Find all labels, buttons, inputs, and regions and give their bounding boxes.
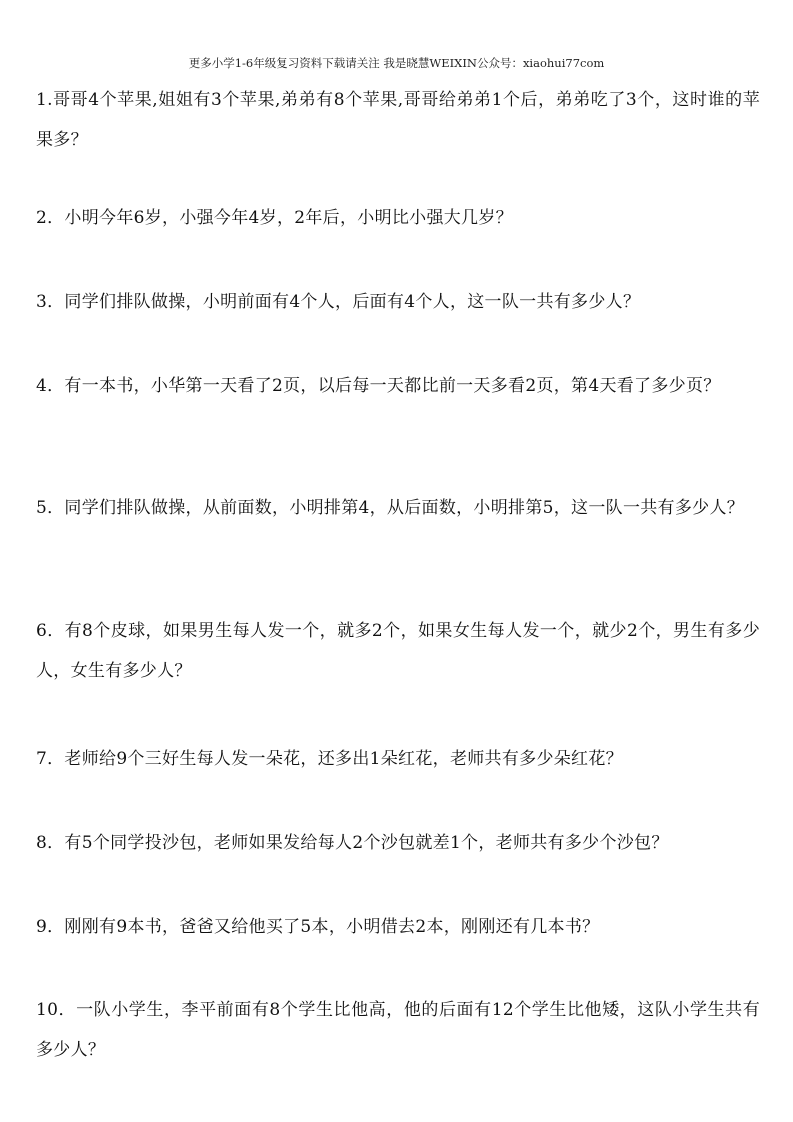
- page-header: 更多小学1-6年级复习资料下载请关注 我是晓慧WEIXIN公众号：xiaohui77com: [188, 56, 605, 70]
- problem-1: 1.哥哥4个苹果,姐姐有3个苹果,弟弟有8个苹果,哥哥给弟弟1个后，弟弟吃了3个，这时谁的苹果多？: [36, 90, 760, 150]
- problem-5: 5．同学们排队做操，从前面数，小明排第4，从后面数，小明排第5，这一队一共有多少人？: [36, 498, 745, 518]
- problem-4: 4．有一本书，小华第一天看了2页，以后每一天都比前一天多看2页，第4天看了多少页？: [36, 376, 721, 396]
- problem-8: 8．有5个同学投沙包，老师如果发给每人2个沙包就差1个，老师共有多少个沙包？: [36, 833, 669, 853]
- problem-3: 3．同学们排队做操，小明前面有4个人，后面有4个人，这一队一共有多少人？: [36, 292, 641, 312]
- problem-9: 9．刚刚有9本书，爸爸又给他买了5本，小明借去2本，刚刚还有几本书？: [36, 917, 600, 937]
- problem-2: 2．小明今年6岁，小强今年4岁，2年后，小明比小强大几岁？: [36, 208, 513, 228]
- problem-6: 6．有8个皮球，如果男生每人发一个，就多2个，如果女生每人发一个，就少2个，男生有多少人，女生有多少人？: [36, 621, 760, 681]
- problem-10: 10．一队小学生，李平前面有8个学生比他高，他的后面有12个学生比他矮，这队小学生共有多少人？: [36, 1000, 760, 1060]
- problem-7: 7．老师给9个三好生每人发一朵花，还多出1朵红花，老师共有多少朵红花？: [36, 749, 623, 769]
